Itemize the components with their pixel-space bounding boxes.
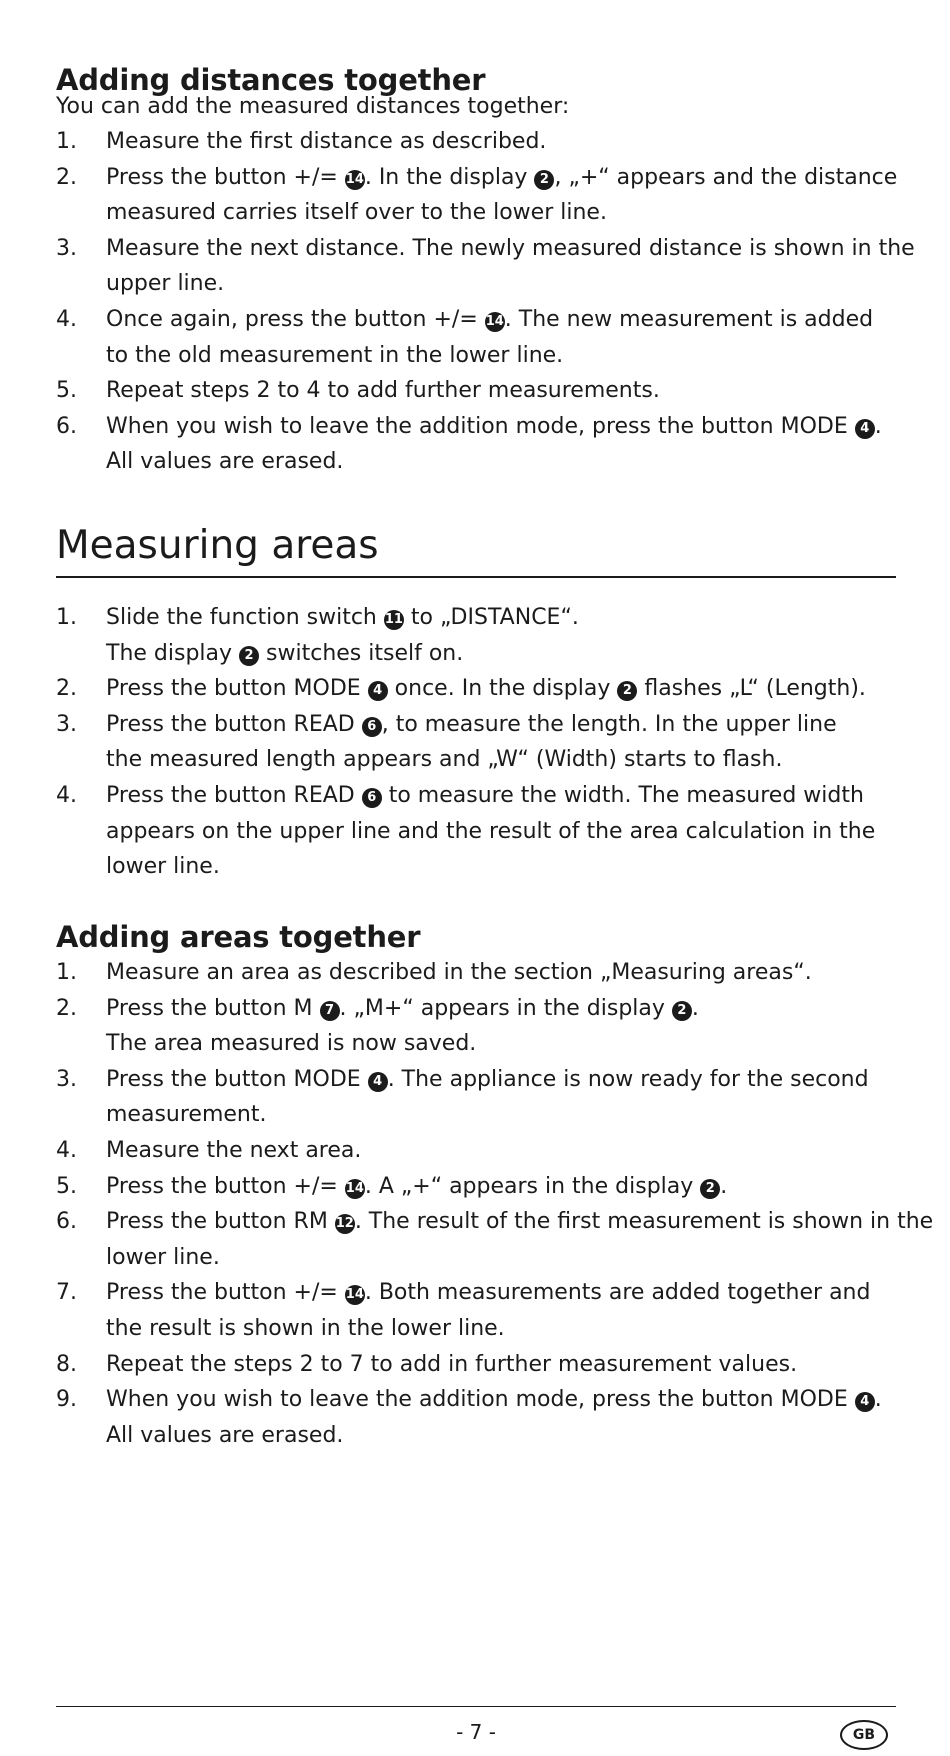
step-number: 3. — [56, 235, 77, 261]
step-text: . Both measurements are added together and — [364, 1280, 871, 1306]
step-text-line — [106, 991, 896, 1027]
step-number: 5. — [56, 378, 77, 404]
step-text: Press the button RM — [106, 1209, 335, 1235]
step-text: Repeat steps 2 to 4 to add further measurements. — [106, 378, 660, 404]
step-text: Measure the next distance. The newly measured distance is shown in the — [106, 235, 915, 261]
list-item — [56, 955, 896, 991]
step-text: The display — [106, 640, 240, 666]
step-number: 3. — [56, 1066, 77, 1092]
step-text: Slide the function switch — [106, 605, 384, 630]
step-text: When you wish to leave the addition mode, press the button MODE — [106, 1387, 855, 1413]
step-text: All values are erased. — [106, 449, 344, 475]
list-item — [56, 124, 896, 160]
step-text: the result is shown in the lower line. — [106, 1315, 505, 1341]
circled-number-icon: 14 — [345, 1285, 365, 1305]
step-number: 5. — [56, 1173, 77, 1199]
circled-number-icon: 2 — [239, 646, 259, 666]
step-text-line — [106, 1133, 896, 1169]
step-text-line — [106, 707, 896, 743]
circled-number-icon: 7 — [320, 1001, 340, 1021]
list-item — [56, 778, 896, 885]
step-number: 8. — [56, 1351, 77, 1377]
step-text-line — [106, 302, 896, 338]
circled-number-icon: 4 — [368, 1072, 388, 1092]
step-text: . In the display — [364, 164, 535, 190]
list-item — [56, 1382, 896, 1453]
list-item — [56, 1062, 896, 1133]
step-text-line — [106, 814, 896, 850]
step-text-line — [106, 266, 896, 302]
step-text: once. In the display — [387, 676, 618, 702]
step-text: All values are erased. — [106, 1422, 344, 1448]
step-text-line — [106, 1275, 896, 1311]
circled-number-icon: 14 — [485, 312, 505, 332]
step-number: 3. — [56, 711, 77, 737]
step-text-line — [106, 600, 896, 636]
step-text: When you wish to leave the addition mode, press the button MODE — [106, 413, 855, 439]
step-number: 2. — [56, 164, 77, 190]
circled-number-icon: 2 — [617, 681, 637, 701]
step-text-line — [106, 1382, 896, 1418]
step-number: 7. — [56, 1280, 77, 1306]
step-text-line — [106, 671, 896, 707]
list-item — [56, 1133, 896, 1169]
step-text-line — [106, 1347, 896, 1383]
circled-number-icon: 14 — [345, 170, 365, 190]
list-item — [56, 160, 896, 231]
step-text-line — [106, 1097, 896, 1133]
step-number: 1. — [56, 605, 77, 630]
step-text: Press the button MODE — [106, 1066, 368, 1092]
step-text: . The result of the first measurement is shown in the — [354, 1209, 934, 1235]
list-item — [56, 1347, 896, 1383]
step-text: . The new measurement is added — [504, 306, 874, 332]
step-text-line — [106, 1062, 896, 1098]
section-title-measuring-areas: Measuring areas — [56, 523, 379, 568]
step-text: Press the button READ — [106, 711, 362, 737]
step-text: . — [691, 995, 699, 1021]
step-text: to „DISTANCE“. — [403, 605, 579, 630]
step-number: 1. — [56, 129, 77, 154]
circled-number-icon: 4 — [855, 419, 875, 439]
step-text: . A „+“ appears in the display — [364, 1173, 701, 1199]
step-number: 9. — [56, 1387, 77, 1413]
step-text-line — [106, 1311, 896, 1347]
circled-number-icon: 14 — [345, 1179, 365, 1199]
step-text: switches itself on. — [259, 640, 464, 666]
step-text-line — [106, 1204, 934, 1240]
circled-number-icon: 2 — [534, 170, 554, 190]
page-number: - 7 - — [456, 1720, 496, 1744]
step-number: 2. — [56, 676, 77, 702]
list-item — [56, 409, 896, 480]
step-text-line — [106, 338, 896, 374]
step-text: Measure the next area. — [106, 1137, 362, 1163]
step-text-line — [106, 409, 896, 445]
step-text: appears on the upper line and the result of the area calculation in the — [106, 818, 876, 844]
list-item — [56, 1275, 896, 1346]
step-text: Once again, press the button +/= — [106, 306, 485, 332]
step-text: . „M+“ appears in the display — [339, 995, 672, 1021]
circled-number-icon: 2 — [700, 1179, 720, 1199]
step-text: , „+“ appears and the distance — [554, 164, 898, 190]
step-text-line — [106, 444, 896, 480]
step-text-line — [106, 849, 896, 885]
step-text: Repeat the steps 2 to 7 to add in further measurement values. — [106, 1351, 798, 1377]
list-item — [56, 302, 896, 373]
step-number: 2. — [56, 995, 77, 1021]
step-text-line — [106, 231, 915, 267]
circled-number-icon: 4 — [855, 1392, 875, 1412]
step-text: Press the button MODE — [106, 676, 368, 702]
list-item — [56, 707, 896, 778]
step-text: . — [874, 413, 882, 439]
step-text: measured carries itself over to the lower line. — [106, 200, 607, 226]
step-text: Press the button M — [106, 995, 320, 1021]
step-text: Press the button +/= — [106, 1173, 345, 1199]
step-text: The area measured is now saved. — [106, 1031, 477, 1057]
step-text-line — [106, 195, 896, 231]
circled-number-icon: 6 — [362, 788, 382, 808]
step-text-line — [106, 778, 896, 814]
list-item — [56, 991, 896, 1062]
step-text-line — [106, 373, 896, 409]
step-text-line — [106, 636, 896, 672]
list-item — [56, 231, 915, 302]
steps-list-measuring-areas — [56, 600, 896, 885]
step-text: . The appliance is now ready for the second — [387, 1066, 869, 1092]
step-text: Measure an area as described in the section „Measuring areas“. — [106, 960, 812, 985]
step-text: to measure the width. The measured width — [381, 782, 864, 808]
section-divider — [56, 576, 896, 578]
step-text: . — [720, 1173, 728, 1199]
step-number: 6. — [56, 413, 77, 439]
step-text-line — [106, 124, 896, 160]
step-text-line — [106, 742, 896, 778]
circled-number-icon: 11 — [384, 610, 404, 630]
circled-number-icon: 6 — [362, 717, 382, 737]
circled-number-icon: 4 — [368, 681, 388, 701]
step-text-line — [106, 1240, 896, 1276]
list-item — [56, 1169, 896, 1205]
circled-number-icon: 2 — [672, 1001, 692, 1021]
step-number: 4. — [56, 782, 77, 808]
step-text-line — [106, 1026, 896, 1062]
step-text: flashes „L“ (Length). — [637, 676, 866, 702]
step-text: Press the button READ — [106, 782, 362, 808]
step-text: upper line. — [106, 271, 225, 297]
step-text: to the old measurement in the lower line. — [106, 342, 564, 368]
section-intro: You can add the measured distances together: — [56, 94, 570, 119]
circled-number-icon: 12 — [335, 1214, 355, 1234]
step-number: 4. — [56, 1137, 77, 1163]
step-text-line — [106, 1418, 896, 1454]
step-text-line — [106, 160, 896, 196]
step-text: lower line. — [106, 854, 220, 880]
list-item — [56, 671, 896, 707]
section-title-adding-areas: Adding areas together — [56, 920, 421, 954]
list-item — [56, 1204, 934, 1275]
step-number: 4. — [56, 306, 77, 332]
footer-divider — [56, 1706, 896, 1707]
step-number: 1. — [56, 960, 77, 985]
step-text: the measured length appears and „W“ (Width) starts to flash. — [106, 747, 783, 773]
section-title-adding-distances: Adding distances together — [56, 63, 486, 97]
steps-list-adding-areas — [56, 955, 934, 1453]
step-text: measurement. — [106, 1102, 267, 1128]
list-item — [56, 600, 896, 671]
step-text-line — [106, 955, 896, 991]
country-badge: GB — [840, 1720, 888, 1750]
step-number: 6. — [56, 1209, 77, 1235]
step-text: . — [874, 1387, 882, 1413]
step-text: lower line. — [106, 1244, 220, 1270]
step-text: Press the button +/= — [106, 1280, 345, 1306]
list-item — [56, 373, 896, 409]
step-text: , to measure the length. In the upper line — [381, 711, 837, 737]
step-text-line — [106, 1169, 896, 1205]
step-text: Measure the first distance as described. — [106, 129, 547, 154]
step-text: Press the button +/= — [106, 164, 345, 190]
steps-list-adding-distances — [56, 124, 915, 480]
